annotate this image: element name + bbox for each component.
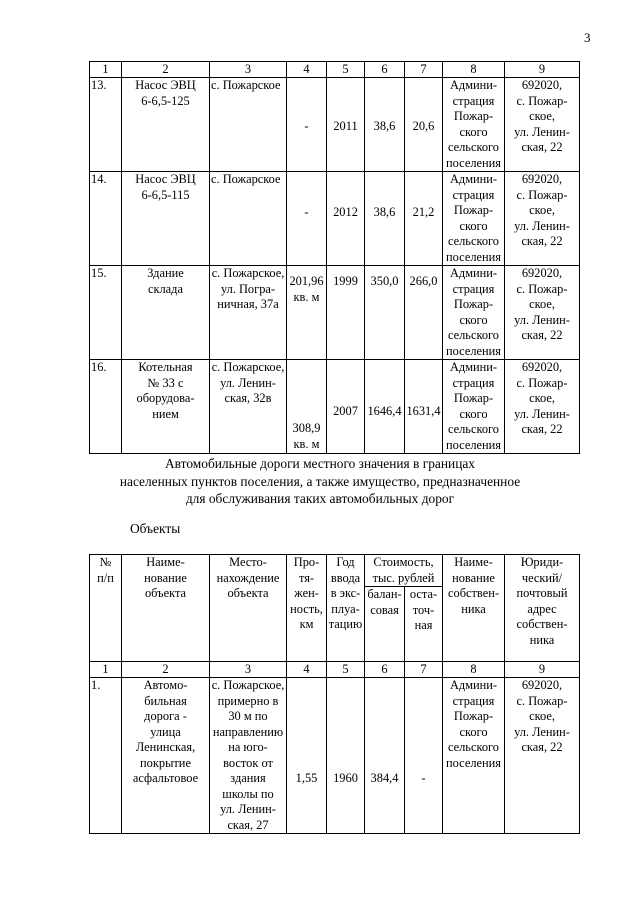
header-year: Год ввода в экс- плуа- тацию: [327, 555, 365, 662]
header-owner: Наиме- нование собствен- ника: [443, 555, 505, 662]
book-value: 38,6: [365, 78, 405, 172]
owner-name: Админи- страция Пожар- ского сельского поселения: [443, 172, 505, 266]
owner-address: 692020, с. Пожар- ское, ул. Ленин- ская, 22: [505, 360, 580, 454]
object-year: 1999: [327, 266, 365, 360]
book-value: 1646,4: [365, 360, 405, 454]
col-number: 9: [505, 662, 580, 678]
object-name: Котельная № 33 с оборудова- нием: [122, 360, 210, 454]
table-row: [90, 678, 580, 834]
header-name: Наиме- нование объекта: [122, 555, 210, 662]
book-value: 350,0: [365, 266, 405, 360]
header-cost: Стоимость, тыс. рублей: [365, 555, 443, 587]
row-number: 1.: [90, 678, 122, 834]
road-length: 1,55: [287, 678, 327, 834]
table-row: [90, 78, 580, 172]
object-year: 1960: [327, 678, 365, 834]
page-number: 3: [584, 30, 591, 45]
col-number: 7: [405, 62, 443, 78]
header-residual: оста- точ- ная: [405, 587, 443, 662]
residual-value: 266,0: [405, 266, 443, 360]
owner-address: 692020, с. Пожар- ское, ул. Ленин- ская, 22: [505, 266, 580, 360]
object-name: Здание склада: [122, 266, 210, 360]
object-location: с. Пожарское, ул. Погра- ничная, 37а: [210, 266, 287, 360]
owner-address: 692020, с. Пожар- ское, ул. Ленин- ская, 22: [505, 172, 580, 266]
book-value: 38,6: [365, 172, 405, 266]
object-year: 2012: [327, 172, 365, 266]
col-number: 2: [122, 662, 210, 678]
col-number: 1: [90, 662, 122, 678]
header-row: [90, 555, 580, 587]
table-row: [90, 360, 580, 454]
property-table: [89, 61, 580, 454]
header-address: Юриди- ческий/ почтовый адрес собствен- ника: [505, 555, 580, 662]
owner-name: Админи- страция Пожар- ского сельского поселения: [443, 360, 505, 454]
object-name: Насос ЭВЦ 6-6,5-125: [122, 78, 210, 172]
residual-value: 1631,4: [405, 360, 443, 454]
col-number: 6: [365, 662, 405, 678]
object-location: с. Пожарское, ул. Ленин- ская, 32в: [210, 360, 287, 454]
object-year: 2007: [327, 360, 365, 454]
row-number: 15.: [90, 266, 122, 360]
residual-value: 21,2: [405, 172, 443, 266]
col-number: 4: [287, 662, 327, 678]
col-number: 5: [327, 62, 365, 78]
owner-address: 692020, с. Пожар- ское, ул. Ленин- ская, 22: [505, 678, 580, 834]
col-number: 8: [443, 62, 505, 78]
column-number-row: [90, 662, 580, 678]
col-number: 7: [405, 662, 443, 678]
col-number: 4: [287, 62, 327, 78]
section-subheading: Объекты: [130, 521, 181, 536]
object-location: с. Пожарское: [210, 172, 287, 266]
col-number: 3: [210, 662, 287, 678]
table-row: [90, 172, 580, 266]
col-number: 8: [443, 662, 505, 678]
row-number: 14.: [90, 172, 122, 266]
table-row: [90, 266, 580, 360]
section-heading: Автомобильные дороги местного значения в границах населенных пунктов поселения, а также имущество, предназначенное для обслуживания таких автомобильных дорог: [119, 456, 521, 507]
owner-name: Админи- страция Пожар- ского сельского поселения: [443, 266, 505, 360]
object-area: 308,9 кв. м: [287, 360, 327, 454]
row-number: 13.: [90, 78, 122, 172]
object-year: 2011: [327, 78, 365, 172]
owner-name: Админи- страция Пожар- ского сельского поселения: [443, 678, 505, 834]
col-number: 1: [90, 62, 122, 78]
object-area: -: [287, 78, 327, 172]
owner-address: 692020, с. Пожар- ское, ул. Ленин- ская, 22: [505, 78, 580, 172]
residual-value: 20,6: [405, 78, 443, 172]
col-number: 2: [122, 62, 210, 78]
col-number: 9: [505, 62, 580, 78]
object-location: с. Пожарское, примерно в 30 м по направлению на юго- восток от здания школы по ул. Ленин- ская, 27: [210, 678, 287, 834]
object-area: 201,96 кв. м: [287, 266, 327, 360]
residual-value: -: [405, 678, 443, 834]
roads-table: [89, 554, 580, 834]
book-value: 384,4: [365, 678, 405, 834]
object-name: Насос ЭВЦ 6-6,5-115: [122, 172, 210, 266]
row-number: 16.: [90, 360, 122, 454]
col-number: 3: [210, 62, 287, 78]
object-area: -: [287, 172, 327, 266]
col-number: 6: [365, 62, 405, 78]
header-num: № п/п: [90, 555, 122, 662]
header-length: Про- тя- жен- ность, км: [287, 555, 327, 662]
owner-name: Админи- страция Пожар- ского сельского поселения: [443, 78, 505, 172]
col-number: 5: [327, 662, 365, 678]
header-location: Место- нахождение объекта: [210, 555, 287, 662]
object-location: с. Пожарское: [210, 78, 287, 172]
column-number-row: [90, 62, 580, 78]
object-name: Автомо- бильная дорога - улица Ленинская, покрытие асфальтовое: [122, 678, 210, 834]
header-book: балан- совая: [365, 587, 405, 662]
